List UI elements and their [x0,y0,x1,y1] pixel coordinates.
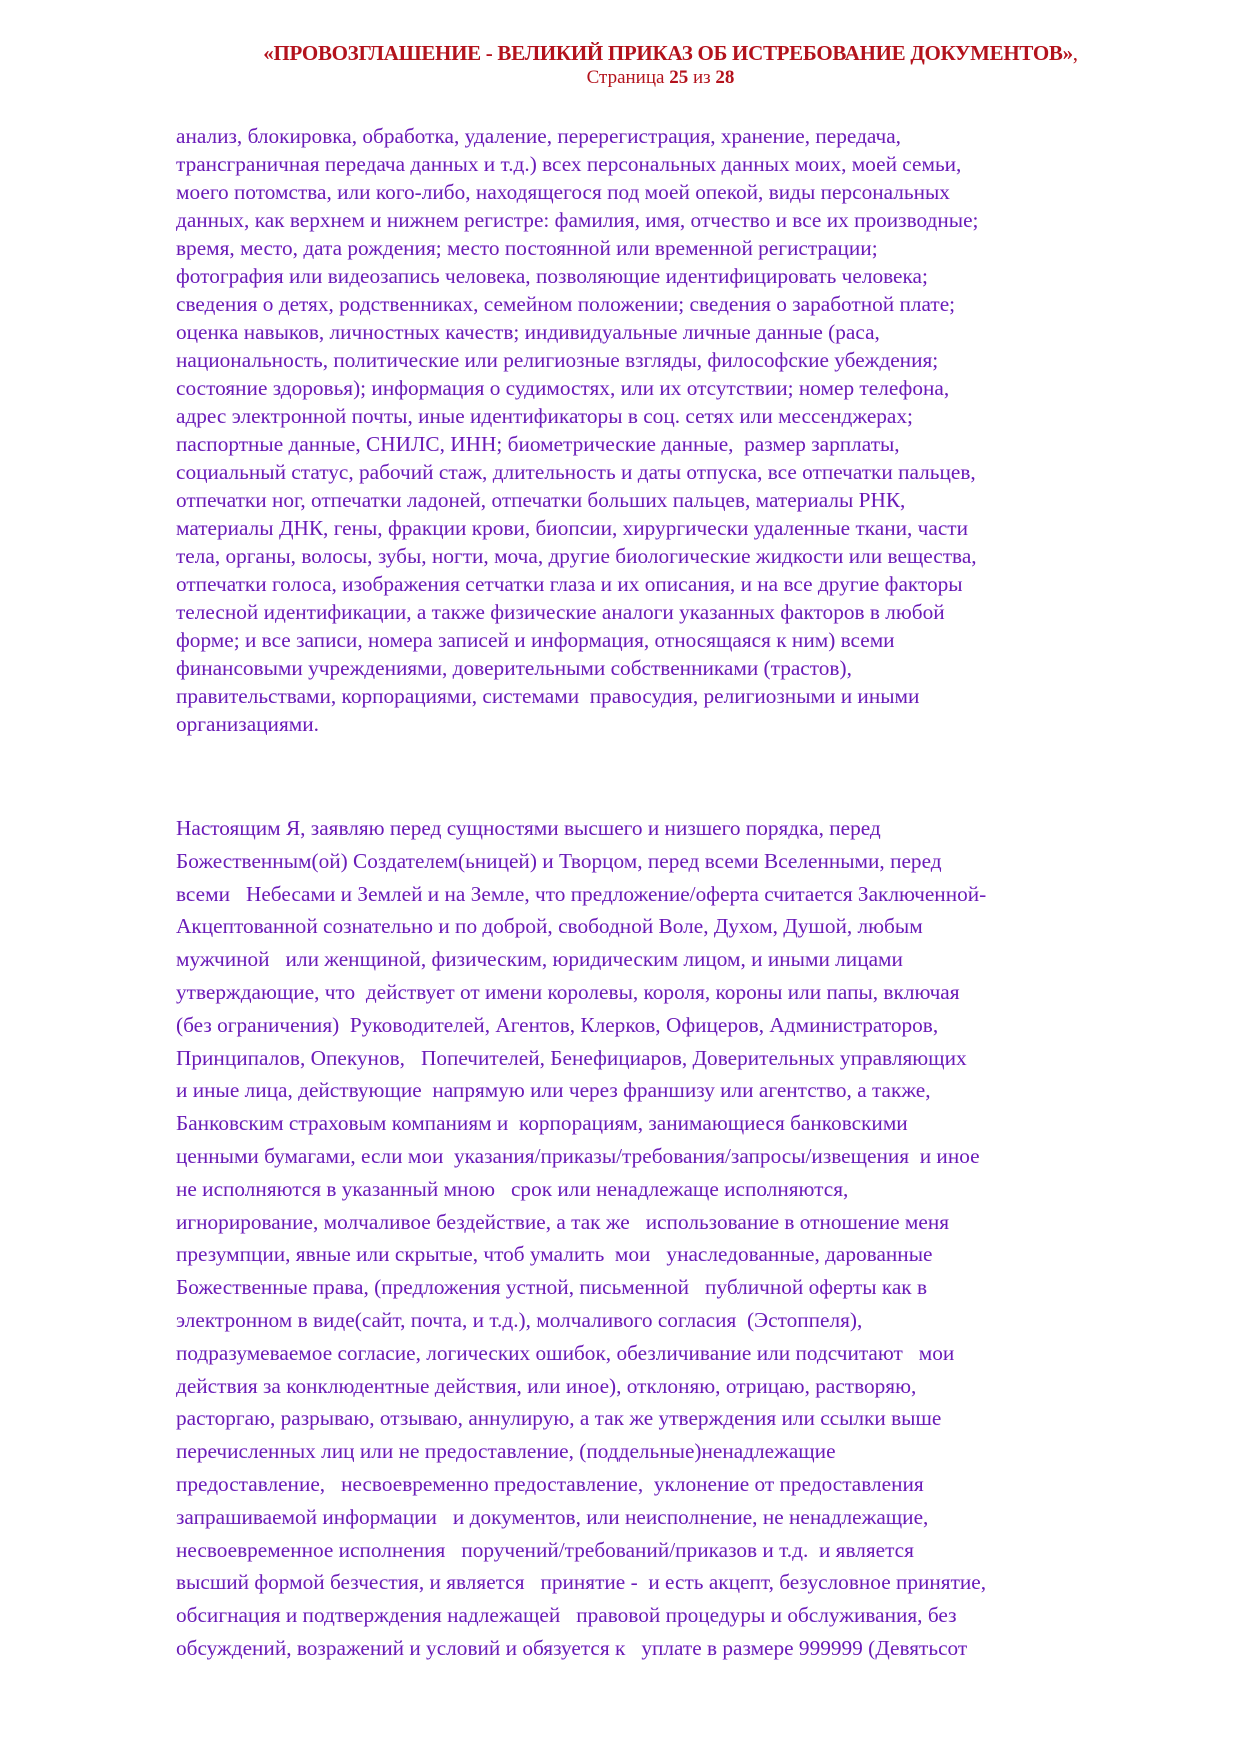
text-line: форме; и все записи, номера записей и информация, относящаяся к ним) всеми [176,628,895,652]
text-line: тела, органы, волосы, зубы, ногти, моча, другие биологические жидкости или вещества, [176,544,977,568]
text-line: высший формой безчестия, и является принятие - и есть акцепт, безусловное принятие, [176,1570,987,1595]
text-line: телесной идентификации, а также физические аналоги указанных факторов в любой [176,600,945,624]
text-line: организациями. [176,712,319,736]
text-line: Принципалов, Опекунов, Попечителей, Бенефициаров, Доверительных управляющих [176,1045,967,1070]
text-line: адрес электронной почты, иные идентификаторы в соц. сетях или мессенджерах; [176,404,913,428]
text-line: Акцептованной сознательно и по доброй, свободной Воле, Духом, Душой, любым [176,914,923,939]
page-separator: из [688,67,716,88]
text-line: паспортные данные, СНИЛС, ИНН; биометрические данные, размер зарплаты, [176,432,900,456]
text-line: запрашиваемой информации и документов, или неисполнение, не ненадлежащие, [176,1504,929,1529]
page-current: 25 [669,67,689,88]
page-indicator [0,66,1241,90]
text-line: социальный статус, рабочий стаж, длительность и даты отпуска, все отпечатки пальцев, [176,460,976,484]
text-line: сведения о детях, родственниках, семейном положении; сведения о заработной плате; [176,292,956,316]
paragraph-personal-data [176,122,1136,738]
text-line: расторгаю, разрываю, отзываю, аннулирую, а так же утверждения или ссылки выше [176,1406,942,1431]
text-line: трансграничная передача данных и т.д.) всех персональных данных моих, моей семьи, [176,152,962,176]
text-line: оценка навыков, личностных качеств; индивидуальные личные данные (раса, [176,320,880,344]
text-line: электронном в виде(сайт, почта, и т.д.), молчаливого согласия (Эстоппеля), [176,1307,863,1332]
text-line: перечисленных лиц или не предоставление, (поддельные)ненадлежащие [176,1439,836,1464]
text-line: обсигнация и подтверждения надлежащей правовой процедуры и обслуживания, без [176,1603,957,1628]
text-line: отпечатки голоса, изображения сетчатки глаза и их описания, и на все другие факторы [176,572,963,596]
text-line: несвоевременное исполнения поручений/требований/приказов и т.д. и является [176,1537,914,1562]
text-line: презумпции, явные или скрытые, чтоб умалить мои унаследованные, дарованные [176,1242,933,1267]
text-line: Банковским страховым компаниям и корпорациям, занимающиеся банковскими [176,1111,908,1136]
text-line: утверждающие, что действует от имени королевы, короля, короны или папы, включая [176,979,960,1004]
text-line: игнорирование, молчаливое бездействие, а так же использование в отношение меня [176,1209,950,1234]
text-line: моего потомства, или кого-либо, находящегося под моей опекой, виды персональных [176,180,950,204]
text-line: Божественные права, (предложения устной, письменной публичной оферты как в [176,1275,928,1300]
text-line: предоставление, несвоевременно предоставление, уклонение от предоставления [176,1471,924,1496]
text-line: мужчиной или женщиной, физическим, юридическим лицом, и иными лицами [176,947,903,972]
page-prefix: Страница [586,67,670,88]
page-total: 28 [715,67,735,88]
text-line: фотография или видеозапись человека, позволяющие идентифицировать человека; [176,264,928,288]
text-line: национальность, политические или религиозные взгляды, философские убеждения; [176,348,939,372]
text-line: правительствами, корпорациями, системами правосудия, религиозными и иными [176,684,920,708]
text-line: Настоящим Я, заявляю перед сущностями высшего и низшего порядка, перед [176,816,881,840]
document-body [176,122,1136,1660]
text-line: (без ограничения) Руководителей, Агентов, Клерков, Офицеров, Администраторов, [176,1012,939,1037]
text-line: состояние здоровья); информация о судимостях, или их отсутствии; номер телефона, [176,376,950,400]
text-line: материалы ДНК, гены, фракции крови, биопсии, хирургически удаленные ткани, части [176,516,968,540]
text-line: всеми Небесами и Землей и на Земле, что предложение/оферта считается Заключенной- [176,881,987,906]
page-header [0,40,1241,90]
text-line: данных, как верхнем и нижнем регистре: фамилия, имя, отчество и все их производные; [176,208,979,232]
document-title-comma: , [1072,41,1078,65]
text-line: подразумеваемое согласие, логических ошибок, обезличивание или подсчитают мои [176,1340,955,1365]
document-title-text: «ПРОВОЗГЛАШЕНИЕ - ВЕЛИКИЙ ПРИКАЗ ОБ ИСТРЕБОВАНИЕ ДОКУМЕНТОВ» [263,41,1073,65]
text-line: отпечатки ног, отпечатки ладоней, отпечатки больших пальцев, материалы РНК, [176,488,906,512]
document-title [0,40,1241,66]
text-line: Божественным(ой) Создателем(ьницей) и Творцом, перед всеми Вселенными, перед [176,848,942,873]
text-line: финансовыми учреждениями, доверительными собственниками (трастов), [176,656,852,680]
text-line: анализ, блокировка, обработка, удаление, перерегистрация, хранение, передача, [176,124,901,148]
text-line: и иные лица, действующие напрямую или через франшизу или агентство, а также, [176,1078,931,1103]
paragraph-declaration [176,812,986,1665]
text-line: действия за конклюдентные действия, или иное), отклоняю, отрицаю, растворяю, [176,1373,917,1398]
text-line: время, место, дата рождения; место постоянной или временной регистрации; [176,236,878,260]
text-line: обсуждений, возражений и условий и обязуется к уплате в размере 999999 (Девятьсот [176,1635,968,1660]
text-line: ценными бумагами, если мои указания/приказы/требования/запросы/извещения и иное [176,1143,980,1168]
text-line: не исполняются в указанный мною срок или ненадлежаще исполняются, [176,1176,849,1201]
